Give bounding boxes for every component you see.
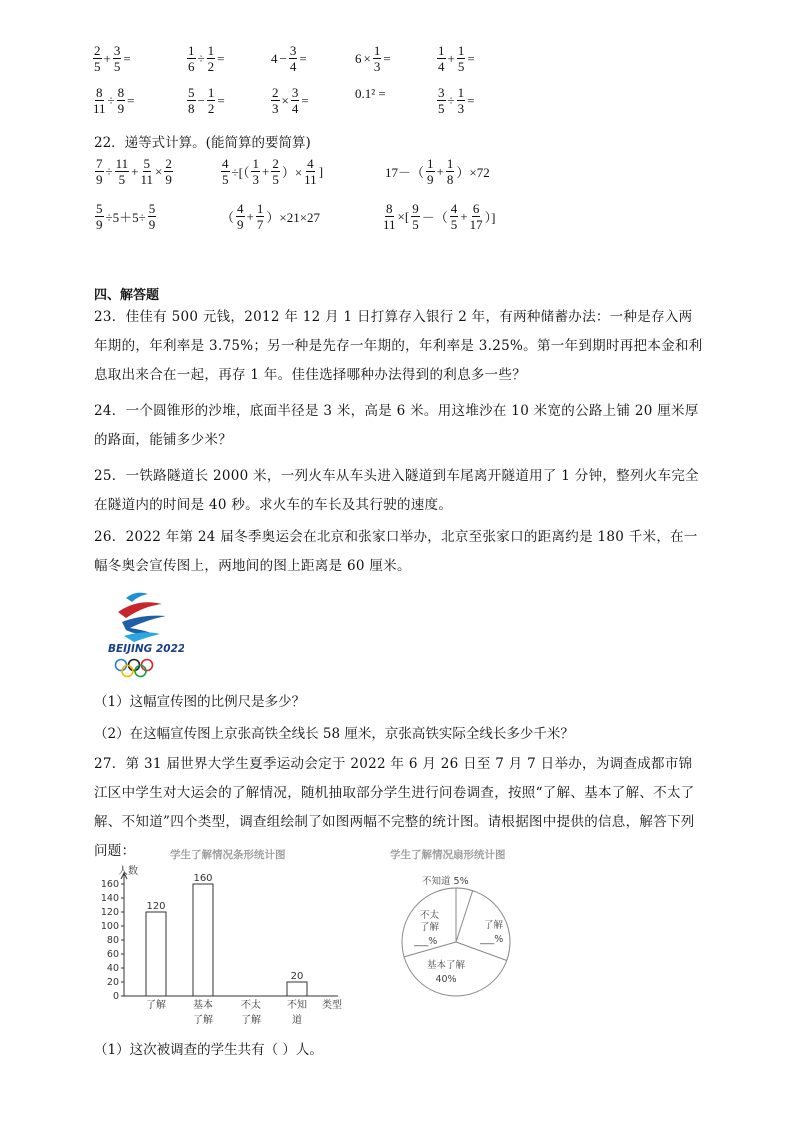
oral-calc-row-2 bbox=[92, 86, 712, 122]
equals-sign: = bbox=[301, 92, 309, 108]
operator: + bbox=[447, 50, 455, 66]
numerator: 1 bbox=[457, 43, 465, 58]
pie-slice-label: 基本了解 bbox=[426, 960, 466, 971]
bar-chart bbox=[98, 846, 360, 1030]
question-23: 23．佳佳有 500 元钱，2012 年 12 月 1 日打算存入银行 2 年，有两种储蓄办法：一种是存入两年期的，年利率是 3.75%；另一种是先存一年期的，年利率是 3.25%。第一年到期时再把本金和利息取出来合在一起，再存 1 年。佳佳选择哪种办法得到的利息多一些？ bbox=[94, 309, 703, 383]
q22-expression-2: $\frac{4}{5}$ ÷[（ 1 3 + $\frac{2}{5}$ ）× $\frac{4}{11}$ ] bbox=[222, 156, 324, 187]
denominator: 5 bbox=[113, 59, 121, 74]
chart-title: 学生了解情况扇形统计图 bbox=[390, 849, 506, 861]
y-tick-label: 140 bbox=[100, 893, 119, 904]
y-tick-label: 80 bbox=[106, 935, 119, 946]
bar-data-label: 120 bbox=[146, 901, 166, 912]
operator: ÷ bbox=[447, 92, 455, 108]
denominator: 2 bbox=[207, 101, 215, 116]
oral-calc-item bbox=[186, 86, 226, 115]
operator: ÷ bbox=[107, 92, 115, 108]
y-tick-label: 40 bbox=[106, 963, 119, 974]
oral-calc-item bbox=[92, 86, 136, 115]
section-4-heading: 四、解答题 bbox=[94, 288, 160, 303]
pie-slice-label: 了解 bbox=[420, 922, 440, 933]
q22-expression-1: $\frac{7}{9}$ ÷ $\frac{11}{5}$ + $\frac{5}{11}$ × $\frac{2}{9}$ bbox=[96, 156, 172, 187]
oral-calc-item bbox=[270, 44, 308, 73]
numerator: 2 bbox=[94, 43, 101, 58]
equals-sign: = bbox=[217, 50, 225, 66]
bar-data-label: 20 bbox=[290, 971, 304, 982]
bar bbox=[146, 912, 166, 996]
fraction bbox=[457, 44, 466, 73]
x-tick-label: 道 bbox=[292, 1015, 302, 1026]
operator: − bbox=[279, 50, 287, 66]
oral-calc-item bbox=[186, 44, 225, 73]
numerator: 2 bbox=[272, 85, 279, 100]
denominator: 3 bbox=[457, 101, 465, 116]
fraction bbox=[93, 86, 106, 115]
fraction bbox=[187, 44, 196, 73]
x-tick-label: 了解 bbox=[146, 1000, 166, 1011]
question-27: 27．第 31 届世界大学生夏季运动会定于 2022 年 6 月 26 日至 7 月 7 日举办，为调查成都市锦江区中学生对大运会的了解情况，随机抽取部分学生进行问卷调查，按照“了解、基本了解、不太了解、不知道”四个类型，调查组绘制了如图两幅不完整的统计图。请根据图中提供的信息，解答下列问题： bbox=[94, 756, 695, 859]
q22-expression-6: $\frac{8}{11}$ ×[ 9 5 －（ 4 5 + $\frac{6}{17}$ ）] bbox=[383, 201, 496, 232]
denominator: 4 bbox=[291, 101, 299, 116]
chart-title: 学生了解情况条形统计图 bbox=[170, 849, 286, 861]
operator: × bbox=[281, 92, 289, 108]
y-tick-label: 160 bbox=[100, 879, 119, 890]
denominator: 2 bbox=[207, 59, 215, 74]
oral-calc-item bbox=[436, 86, 475, 115]
numerator: 1 bbox=[373, 43, 381, 58]
bar bbox=[287, 982, 307, 996]
x-tick-label: 不太 bbox=[241, 1000, 261, 1011]
numerator: 8 bbox=[96, 85, 103, 100]
denominator: 5 bbox=[94, 59, 101, 74]
denominator: 4 bbox=[289, 59, 297, 74]
expression-text: 0.1² = bbox=[355, 86, 386, 101]
question-26-part-2: （2）在这幅宣传图上京张高铁全线长 58 厘米，京张高铁实际全线长多少千米？ bbox=[94, 726, 574, 742]
pie-slice-value: ___% bbox=[480, 934, 504, 945]
equals-sign: = bbox=[217, 92, 225, 108]
oral-calc-item bbox=[354, 44, 392, 73]
whole-number: 6 bbox=[355, 50, 362, 66]
fraction bbox=[437, 44, 446, 73]
oral-calc-item bbox=[270, 86, 310, 115]
operator: × bbox=[363, 50, 371, 66]
y-axis-label: 人数 bbox=[118, 866, 138, 877]
operator: + bbox=[103, 50, 111, 66]
svg-text:BEIJING 2022: BEIJING 2022 bbox=[108, 643, 184, 655]
numerator: 1 bbox=[207, 85, 215, 100]
equals-sign: = bbox=[383, 50, 391, 66]
numerator: 3 bbox=[291, 85, 299, 100]
question-26: 26．2022 年第 24 届冬季奥运会在北京和张家口举办，北京至张家口的距离约是 180 千米，在一幅冬奥会宣传图上，两地间的图上距离是 60 厘米。 bbox=[94, 529, 698, 574]
x-tick-label: 基本 bbox=[193, 1000, 213, 1011]
numerator: 3 bbox=[289, 43, 297, 58]
denominator: 6 bbox=[188, 59, 195, 74]
question-26-part-1: （1）这幅宣传图的比例尺是多少？ bbox=[94, 694, 306, 710]
pie-chart-svg bbox=[384, 846, 544, 1006]
x-tick-label: 不知 bbox=[287, 1000, 307, 1011]
bar-chart-svg bbox=[98, 846, 360, 1030]
question-27-part-1: （1）这次被调查的学生共有（ ）人。 bbox=[94, 1042, 323, 1058]
operator: − bbox=[197, 92, 205, 108]
equals-sign: = bbox=[299, 50, 307, 66]
pie-slice-value: ___% bbox=[414, 936, 438, 947]
equals-sign: = bbox=[467, 50, 475, 66]
fraction bbox=[271, 86, 280, 115]
numerator: 3 bbox=[113, 43, 121, 58]
denominator: 9 bbox=[117, 101, 125, 116]
x-tick-label: 了解 bbox=[241, 1015, 261, 1026]
denominator: 5 bbox=[457, 59, 465, 74]
bar-data-label: 160 bbox=[193, 873, 213, 884]
oral-calc-item bbox=[436, 44, 476, 73]
y-tick-label: 60 bbox=[106, 949, 119, 960]
operator: ÷ bbox=[197, 50, 205, 66]
q22-expression-3: 17－（ 1 9 + $\frac{1}{8}$ ）×72 bbox=[385, 156, 490, 187]
pie-slice-label: 不知道 5% bbox=[422, 876, 469, 887]
question-25: 25．一铁路隧道长 2000 米，一列火车从车头进入隧道到车尾离开隧道用了 1 分钟，整列火车完全在隧道内的时间是 40 秒。求火车的车长及其行驶的速度。 bbox=[94, 468, 699, 513]
beijing-2022-emblem-icon bbox=[104, 586, 184, 682]
pie-slice-label: 不太 bbox=[420, 910, 440, 921]
numerator: 3 bbox=[438, 85, 445, 100]
numerator: 5 bbox=[188, 85, 195, 100]
fraction bbox=[117, 86, 126, 115]
numerator: 1 bbox=[188, 43, 195, 58]
pie-chart bbox=[384, 846, 544, 1006]
fraction bbox=[187, 86, 196, 115]
numerator: 8 bbox=[117, 85, 125, 100]
equals-sign: = bbox=[127, 92, 135, 108]
x-tick-label: 了解 bbox=[193, 1015, 213, 1026]
denominator: 11 bbox=[93, 101, 106, 116]
fraction bbox=[289, 44, 298, 73]
fraction bbox=[373, 44, 382, 73]
y-tick-label: 100 bbox=[100, 921, 119, 932]
fraction bbox=[291, 86, 300, 115]
equals-sign: = bbox=[467, 92, 475, 108]
question-24: 24．一个圆锥形的沙堆，底面半径是 3 米，高是 6 米。用这堆沙在 10 米宽的公路上铺 20 厘米厚的路面，能铺多少米？ bbox=[94, 403, 699, 448]
oral-calc-item bbox=[354, 86, 387, 102]
denominator: 3 bbox=[373, 59, 381, 74]
denominator: 5 bbox=[438, 101, 445, 116]
q22-expression-5: （ 4 9 + $\frac{1}{7}$ ）×21×27 bbox=[221, 201, 321, 232]
pie-slice-label: 了解 bbox=[484, 920, 504, 931]
numerator: 1 bbox=[438, 43, 445, 58]
equals-sign: = bbox=[123, 50, 131, 66]
fraction bbox=[437, 86, 446, 115]
oral-calc-row-1 bbox=[92, 44, 712, 80]
bar bbox=[193, 884, 213, 996]
oral-calc-item bbox=[92, 44, 132, 73]
x-axis-label: 类型 bbox=[322, 1000, 342, 1011]
fraction bbox=[207, 86, 216, 115]
q22-title: 22．递等式计算。(能简算的要简算) bbox=[94, 135, 311, 151]
denominator: 8 bbox=[188, 101, 195, 116]
denominator: 4 bbox=[438, 59, 445, 74]
pie-slice-value: 40% bbox=[435, 974, 457, 985]
beijing-2022-logo bbox=[104, 586, 184, 682]
fraction bbox=[113, 44, 122, 73]
whole-number: 4 bbox=[271, 50, 278, 66]
fraction bbox=[457, 86, 466, 115]
fraction bbox=[93, 44, 102, 73]
y-tick-label: 120 bbox=[100, 907, 119, 918]
numerator: 1 bbox=[207, 43, 215, 58]
y-tick-label: 0 bbox=[112, 991, 119, 1002]
y-tick-label: 20 bbox=[106, 977, 119, 988]
q22-expression-4: $\frac{5}{9}$ ÷5＋5÷ $\frac{5}{9}$ bbox=[96, 201, 156, 232]
numerator: 1 bbox=[457, 85, 465, 100]
denominator: 3 bbox=[272, 101, 279, 116]
fraction bbox=[207, 44, 216, 73]
